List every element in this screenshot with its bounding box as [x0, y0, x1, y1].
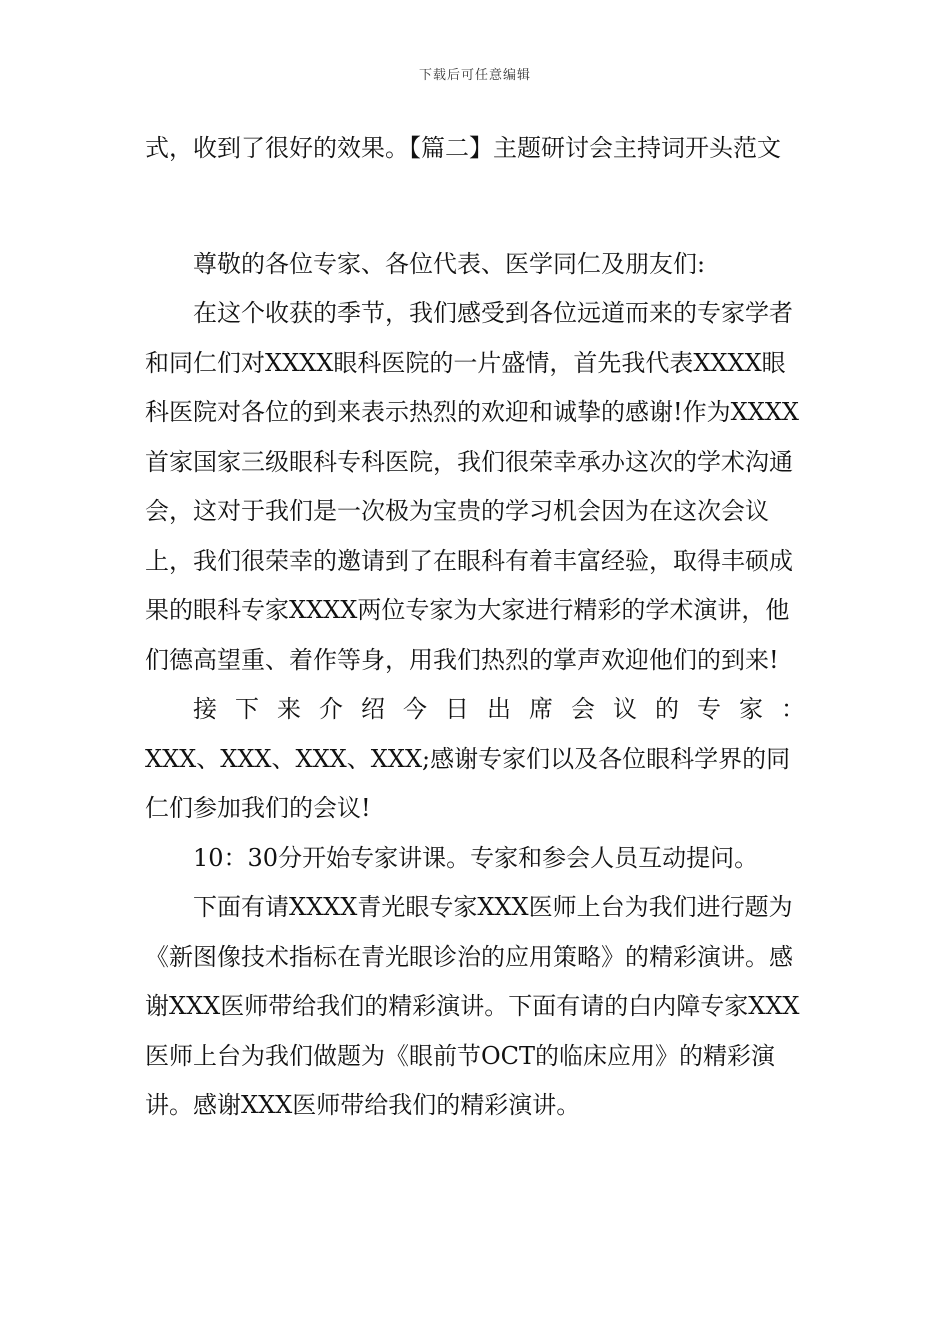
paragraph-intro: 式，收到了很好的效果。【篇二】主题研讨会主持词开头范文 — [145, 134, 781, 162]
paragraph-experts-list: XXX、XXX、XXX、XXX;感谢专家们以及各位眼科学界的同仁们参加我们的会议! — [145, 744, 791, 822]
paragraph-salutation: 尊敬的各位专家、各位代表、医学同仁及朋友们: — [193, 249, 706, 278]
paragraph-gap — [145, 174, 805, 240]
paragraph-schedule: 10：30分开始专家讲课。专家和参会人员互动提问。 — [193, 843, 759, 872]
page-header: 下载后可任意编辑 — [418, 68, 531, 83]
paragraph-welcome: 在这个收获的季节，我们感受到各位远道而来的专家学者和同仁们对XXXX眼科医院的一片盛情，首先我代表XXXX眼科医院对各位的到来表示热烈的欢迎和诚挚的感谢!作为XXXX首家国家三级眼科专科医院，我们很荣幸承办这次的学术沟通会，这对于我们是一次极为宝贵的学习机会因为在这次会议上，我们很荣幸的邀请到了在眼科有着丰富经验，取得丰硕成果的眼科专家XXXX两位专家为大家进行精彩的学术演讲，他们德高望重、着作等身，用我们热烈的掌声欢迎他们的到来! — [145, 299, 799, 674]
paragraph-experts-heading: 接下来介绍今日出席会议的专家： — [193, 695, 805, 723]
paragraph-lectures: 下面有请XXXX青光眼专家XXX医师上台为我们进行题为《新图像技术指标在青光眼诊治的应用策略》的精彩演讲。感谢XXX医师带给我们的精彩演讲。下面有请的白内障专家XXX医师上台为我们做题为《眼前节OCT的临床应用》的精彩演讲。感谢XXX医师带给我们的精彩演讲。 — [145, 893, 800, 1119]
document-body — [145, 124, 805, 1131]
